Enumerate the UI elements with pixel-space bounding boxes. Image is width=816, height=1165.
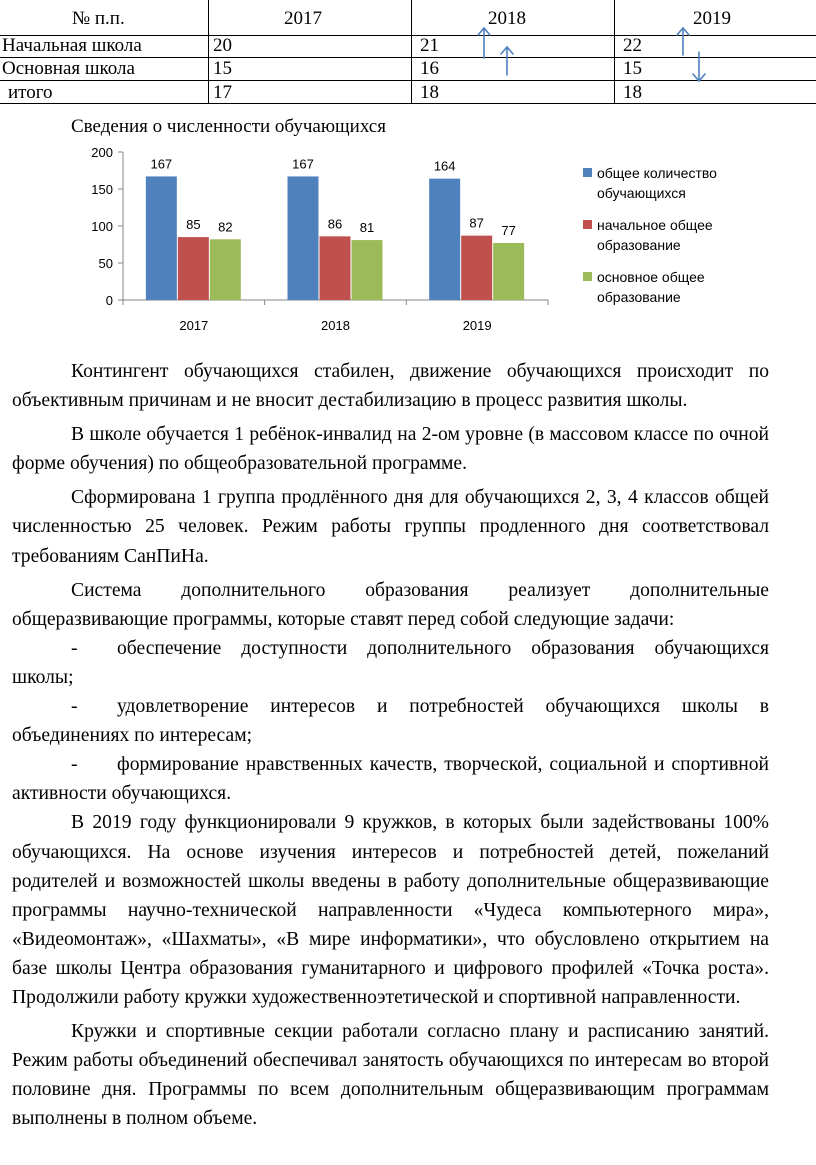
list-dash: - xyxy=(71,637,78,659)
x-tick-label: 2019 xyxy=(462,318,492,333)
list-item xyxy=(12,634,769,692)
list-item-text: формирование нравственных качеств, творческой, социальной и спортивной активности обучающихся. xyxy=(12,754,769,805)
table-row-label: итого xyxy=(8,82,53,103)
table-header-cell: 2019 xyxy=(693,8,731,29)
bar xyxy=(493,243,524,300)
x-tick-label: 2017 xyxy=(179,318,209,333)
data-label: 164 xyxy=(433,158,456,174)
bar xyxy=(352,240,383,300)
paragraph: Система дополнительного образования реализует дополнительные общеразвивающие программы, которые ставят перед собой следующие задачи: xyxy=(12,579,769,630)
data-label: 167 xyxy=(292,156,314,172)
x-tick-label: 2018 xyxy=(321,318,350,333)
bar xyxy=(429,179,460,300)
list-item xyxy=(12,750,769,808)
legend-swatch xyxy=(583,220,592,229)
list-dash: - xyxy=(71,696,78,718)
table-header-cell: № п.п. xyxy=(72,8,125,29)
list-dash: - xyxy=(71,754,78,776)
paragraph: В 2019 году функционировали 9 кружков, в которых были задействованы 100% обучающихся. На основе изучения интересов и потребностей детей, пожеланий родителей и возможностей школы введены в работу дополнительные общеразвивающие программы научно-технической направленности «Чудеса компьютерного мира», «Видеомонтаж», «Шахматы», «В мире информатики», что обусловлено открытием на базе школы Центра образования гуманитарного и цифрового профилей «Точка роста». Продолжили работу кружки художественноэтетической и спортивной направленности. xyxy=(12,812,769,1008)
data-label: 85 xyxy=(186,217,201,233)
table-header-cell: 2018 xyxy=(488,8,526,29)
table-row-label: Начальная школа xyxy=(2,35,142,56)
table-cell: 20 xyxy=(213,35,232,56)
legend-label: основное общее образование xyxy=(597,269,705,305)
table-cell: 18 xyxy=(420,82,439,103)
table-cell: 18 xyxy=(623,82,642,103)
list-item-text: удовлетворение интересов и потребностей обучающихся школы в объединениях по интересам; xyxy=(12,696,769,747)
document-body xyxy=(12,357,769,1133)
table-cell: 15 xyxy=(623,58,642,79)
list-item-text: обеспечение доступности дополнительного образования обучающихся школы; xyxy=(12,637,769,688)
legend-swatch xyxy=(583,272,592,281)
data-label: 82 xyxy=(218,219,233,235)
y-tick-label: 200 xyxy=(91,145,113,160)
y-tick-label: 0 xyxy=(105,293,113,308)
table-cell: 21 xyxy=(420,35,439,56)
legend-label: начальное общее образование xyxy=(597,217,713,253)
y-tick-label: 50 xyxy=(98,256,113,271)
y-tick-label: 150 xyxy=(91,182,113,197)
table-cell: 16 xyxy=(420,58,439,79)
y-tick-label: 100 xyxy=(91,219,113,234)
table-cell: 17 xyxy=(213,82,232,103)
paragraph: Сформирована 1 группа продлённого дня для обучающихся 2, 3, 4 классов общей численностью 25 человек. Режим работы группы продленного дня соответствовал требованиям СанПиНа. xyxy=(12,487,769,567)
data-label: 81 xyxy=(359,220,375,236)
bar xyxy=(288,176,319,300)
bar xyxy=(461,236,492,300)
data-label: 77 xyxy=(501,223,516,239)
chart-title: Сведения о численности обучающихся xyxy=(71,116,386,137)
data-label: 167 xyxy=(150,156,173,172)
enrollment-bar-chart xyxy=(0,0,816,345)
table-header-cell: 2017 xyxy=(284,8,322,29)
legend-swatch xyxy=(583,168,592,177)
bar xyxy=(320,236,351,300)
table-cell: 15 xyxy=(213,58,232,79)
list-item xyxy=(12,692,769,750)
paragraph: Контингент обучающихся стабилен, движение обучающихся происходит по объективным причинам и не вносит дестабилизацию в процесс развития школы. xyxy=(12,361,769,412)
table-row-label: Основная школа xyxy=(2,58,135,79)
data-label: 86 xyxy=(327,216,343,232)
legend-label: общее количество обучающихся xyxy=(597,165,717,201)
data-label: 87 xyxy=(469,215,484,231)
bar xyxy=(178,237,209,300)
paragraph: В школе обучается 1 ребёнок-инвалид на 2-ом уровне (в массовом классе по очной форме обучения) по общеобразовательной программе. xyxy=(12,424,769,475)
bar xyxy=(210,239,241,300)
table-cell: 22 xyxy=(623,35,642,56)
bar xyxy=(146,176,177,300)
paragraph: Кружки и спортивные секции работали согласно плану и расписанию занятий. Режим работы объединений обеспечивал занятость обучающихся по интересам во второй половине дня. Программы по всем дополнительным общеразвивающим программам выполнены в полном объеме. xyxy=(12,1021,769,1130)
